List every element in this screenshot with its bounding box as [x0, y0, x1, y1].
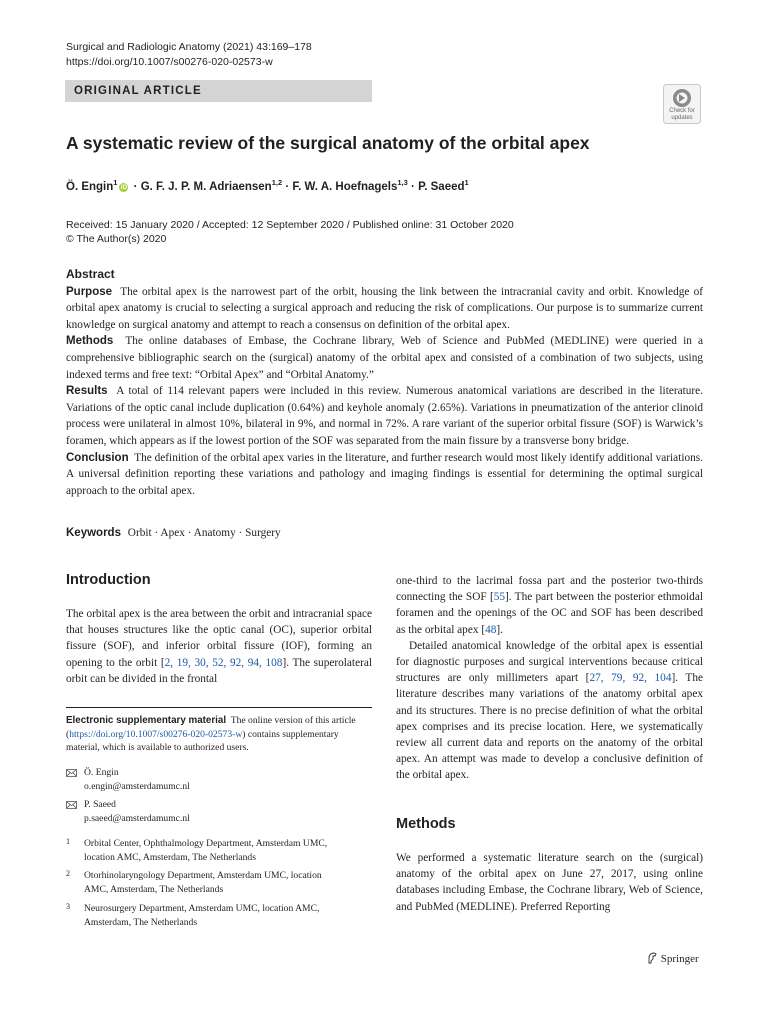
footnote-divider	[66, 707, 372, 708]
affiliation-number: 1	[66, 837, 70, 846]
publisher-mark	[647, 952, 699, 965]
journal-header	[66, 40, 312, 70]
contact-name: P. Saeed	[84, 799, 116, 810]
history-dates: Received: 15 January 2020 / Accepted: 12 September 2020 / Published online: 31 October 2020	[66, 219, 514, 231]
badge-line1: Check for	[669, 108, 695, 114]
contact-engin	[84, 766, 190, 793]
abstract-results	[66, 383, 703, 449]
author-name[interactable]: P. Saeed	[418, 180, 465, 193]
affiliation-text: Orbital Center, Ophthalmology Department, Amsterdam UMC, location AMC, Amsterdam, The Netherlands	[84, 838, 328, 863]
intro-text: The orbital apex is the area between the orbit and intracranial space that houses structures like the optic canal (OC), superior orbital fissure (SOF), and inferior orbital fissure (IOF), forming an opening to the orbit [	[66, 608, 372, 669]
publisher-name: Springer	[660, 953, 699, 965]
author-affiliation-mark: 1,2	[271, 178, 283, 187]
abstract-purpose	[66, 284, 703, 334]
esm-label: Electronic supplementary material	[66, 715, 227, 726]
results-label: Results	[66, 385, 108, 398]
publication-dates	[66, 218, 514, 246]
methods-paragraph: We performed a systematic literature search on the (surgical) anatomy of the orbital apex on June 27, 2017, using online databases including Embase, the Cochrane library, Web of Science, and PubMed (MEDLINE). Preferred Reporting	[396, 852, 703, 913]
conclusion-text: The definition of the orbital apex varies in the literature, and further research would most likely identify additional variations. A universal definition reporting these variations and pathology and imaging findings is essential for determining the optimal surgical approach to the orbital apex.	[66, 451, 703, 497]
abstract-heading: Abstract	[66, 267, 115, 281]
keywords-label: Keywords	[66, 527, 121, 539]
results-text: A total of 114 relevant papers were included in this review. Numerous anatomical variations are described in the literature. Variations of the optic canal include duplication (0.64%) and keyhole anomaly (2.65%). Variations in pneumatization of the anterior clinoid process were unilateral in almost 10%, bilateral in 9%, and normal in 72%. A rare variant of the superior orbital fissure (SOF) is Warwick’s foramen, which appears as if the lowest portion of the SOF was separated from the main fissure by a transverse bony bridge.	[66, 385, 704, 447]
contact-name: Ö. Engin	[84, 767, 119, 778]
author-affiliation-mark: 1	[464, 178, 469, 187]
author-affiliation-mark: 1	[113, 178, 118, 187]
methods-heading: Methods	[396, 816, 456, 832]
author-name[interactable]: Ö. Engin	[66, 180, 114, 193]
abstract	[66, 266, 703, 499]
affiliation-text: Neurosurgery Department, Amsterdam UMC, location AMC, Amsterdam, The Netherlands	[84, 903, 320, 928]
author-affiliation-mark: 1,3	[397, 178, 408, 187]
supplementary-material-note	[66, 714, 372, 755]
check-for-updates-badge[interactable]	[663, 84, 701, 124]
esm-doi-link[interactable]: https://doi.org/10.1007/s00276-020-02573-w	[69, 728, 243, 740]
esm-text: ) contains supplementary material, which is available to authorized users.	[66, 728, 339, 754]
purpose-text: The orbital apex is the narrowest part of the orbit, housing the link between the intracranial cavity and orbit. Knowledge of orbital apex anatomy is crucial to selecting a surgical approach and reducing the risk of complications. Our purpose is to summarize current knowledge on surgical anatomy and attempt to reach a consensus on definition of the orbital apex.	[66, 285, 703, 331]
keywords-text: Orbit · Apex · Anatomy · Surgery	[127, 527, 281, 539]
affiliation-number: 2	[66, 869, 70, 878]
author-list: Ö. Engin$^1$iD · G. F. J. P. M. Adriaensen$^{1,2}$ · F. W. A. Hoefnagels$^{1,3}$ · P. Saeed$^1$	[66, 178, 469, 193]
journal-citation: Surgical and Radiologic Anatomy (2021) 43:169–178	[66, 41, 312, 53]
affiliation-text: Otorhinolaryngology Department, Amsterdam UMC, location AMC, Amsterdam, The Netherlands	[84, 870, 322, 895]
intro-text: ]. The part between the posterior ethmoidal foramen and the openings of the OC and SOF has been described as the orbital apex [	[396, 591, 703, 636]
purpose-label: Purpose	[66, 285, 113, 298]
journal-doi-link[interactable]: https://doi.org/10.1007/s00276-020-02573-w	[66, 56, 273, 68]
orcid-icon[interactable]: iD	[120, 183, 128, 191]
citation-link[interactable]: 55	[493, 591, 505, 604]
copyright-line: © The Author(s) 2020	[66, 233, 167, 245]
introduction-heading: Introduction	[66, 572, 151, 588]
intro-text: ]. The literature describes many variations of the anatomy orbital apex and its structures. There is no precise definition of what the orbital apex comprises and its precise location. Here, we systematically review all current data and reports on the anatomy of the orbital apex. An attempt was made to develop a conclusive definition of the orbital apex.	[396, 672, 704, 782]
badge-line2: updates	[671, 115, 693, 121]
citation-link[interactable]: 27, 79, 92, 104	[589, 672, 672, 685]
methods-label: Methods	[66, 335, 114, 348]
intro-text: ].	[496, 623, 503, 636]
contact-saeed	[84, 798, 190, 825]
intro-text: ]. The superolateral orbit can be divided in the frontal	[66, 656, 373, 685]
author-name[interactable]: F. W. A. Hoefnagels	[292, 180, 398, 193]
springer-horse-icon	[647, 952, 658, 964]
affiliation-number: 3	[66, 902, 70, 911]
citation-link[interactable]: 2, 19, 30, 52, 92, 94, 108	[164, 656, 283, 669]
contact-email-link[interactable]: p.saeed@amsterdamumc.nl	[84, 812, 190, 824]
abstract-methods	[66, 333, 703, 383]
abstract-conclusion	[66, 450, 703, 500]
introduction-paragraph-1	[66, 606, 372, 687]
keywords	[66, 527, 281, 539]
conclusion-label: Conclusion	[66, 451, 129, 464]
author-name[interactable]: G. F. J. P. M. Adriaensen	[140, 180, 272, 193]
envelope-icon	[66, 801, 77, 809]
contact-email-link[interactable]: o.engin@amsterdamumc.nl	[84, 780, 190, 792]
intro-text: one-third to the lacrimal fossa part and the posterior two-thirds connecting the SOF [	[396, 575, 703, 604]
article-type-banner: ORIGINAL ARTICLE	[65, 80, 372, 102]
envelope-icon	[66, 769, 77, 777]
methods-text: The online databases of Embase, the Cochrane library, Web of Science and PubMed (MEDLINE) were queried in a comprehensive bibliographic search on the (surgical) anatomy of the orbital apex and consisted of a combination of two subjects, using indexed terms and free text: “Orbital Apex” and “Orbital Anatomy.”	[66, 335, 703, 381]
citation-link[interactable]: 48	[485, 623, 497, 636]
esm-text: The online version of this article (	[66, 715, 356, 740]
article-title: A systematic review of the surgical anatomy of the orbital apex	[66, 133, 590, 153]
intro-text: Detailed anatomical knowledge of the orbital apex is essential for diagnostic purposes and surgical interventions because critical structures are only millimeters apart [	[396, 639, 703, 685]
introduction-continued	[396, 573, 703, 784]
